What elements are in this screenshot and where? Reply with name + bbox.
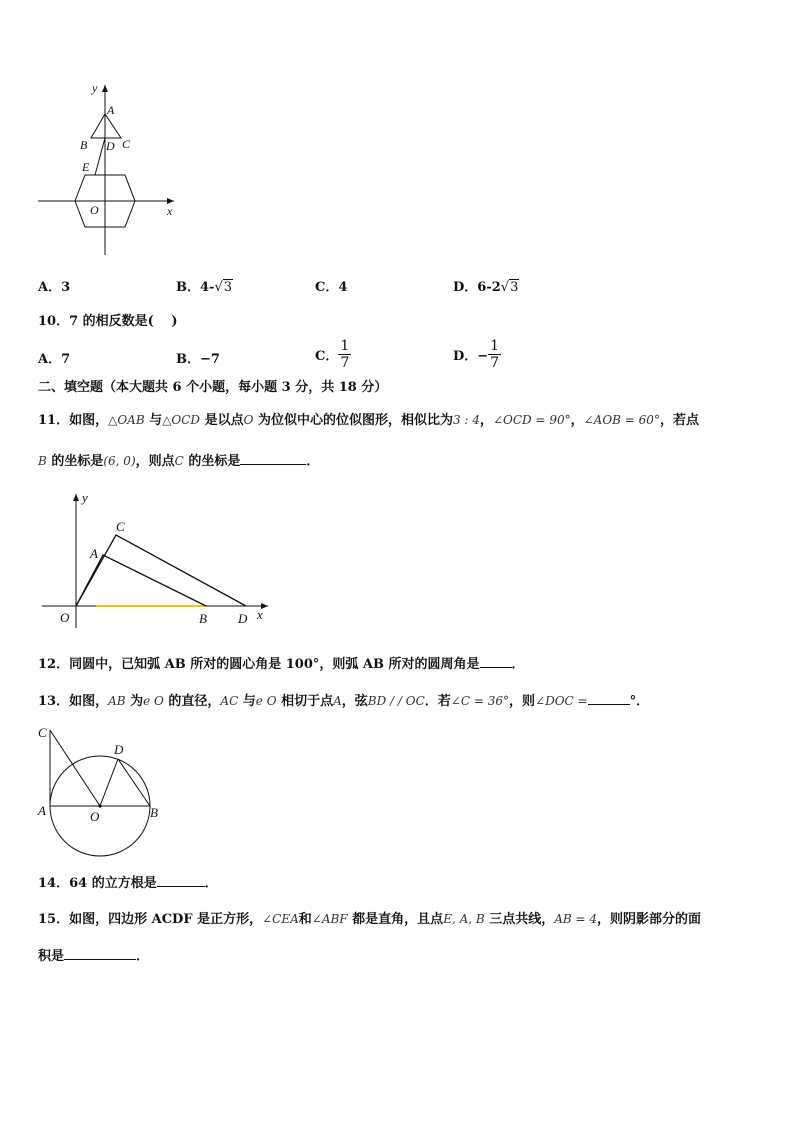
text: ，则点: [135, 454, 175, 469]
label-O: O: [60, 610, 70, 625]
q10-option-b: B．−7: [176, 352, 220, 367]
q10-option-d: [453, 338, 501, 371]
text: ，: [570, 413, 584, 428]
answer-blank: [240, 452, 306, 465]
text: 与: [144, 413, 163, 428]
text: 为位似中心的位似图形，相似比为: [253, 413, 453, 428]
label-A: A: [38, 803, 46, 818]
label-O: O: [90, 809, 100, 824]
text: 三点共线，: [484, 912, 555, 927]
text: 的直径，: [163, 694, 221, 709]
answer-blank: [480, 655, 512, 668]
q13-stem: [38, 692, 649, 711]
text: 的坐标是: [46, 454, 104, 469]
math: ∠OCD = 90°: [492, 413, 571, 427]
q12-stem: [38, 655, 525, 674]
sqrt-symbol: √3: [500, 280, 519, 295]
math: B: [38, 454, 47, 468]
fraction-numerator: 1: [340, 338, 350, 354]
text: ．: [511, 657, 525, 672]
label-A: A: [90, 546, 98, 561]
label-C: C: [38, 725, 47, 740]
fraction: [338, 338, 351, 371]
text: 12．同圆中，已知弧 AB 所对的圆心角是 100°，则弧 AB 所对的圆周角是: [38, 657, 480, 672]
fraction: [488, 338, 501, 371]
q9-option-c: C．4: [315, 280, 348, 295]
math: e O: [143, 694, 164, 708]
text: 的坐标是: [183, 454, 241, 469]
math: △OCD: [162, 413, 201, 427]
fraction-denominator: 7: [490, 355, 500, 371]
q9-option-b-radicand: 3: [223, 280, 233, 295]
text: 与: [238, 694, 256, 709]
text: 是以点: [200, 413, 244, 428]
figure-q13-circle: [36, 722, 166, 862]
math: C: [174, 454, 184, 468]
q9-option-a: A．3: [38, 280, 71, 295]
text: ．若: [424, 694, 451, 709]
label-B: B: [150, 805, 158, 820]
answer-blank: [588, 692, 630, 705]
q15-line-2: [38, 947, 149, 966]
text: 和: [298, 912, 312, 927]
label-C: C: [116, 519, 125, 534]
q15-line-1: [38, 910, 701, 929]
label-E: E: [82, 160, 90, 174]
label-D: D: [238, 611, 248, 626]
math: AB = 4: [554, 912, 598, 926]
label-B: B: [80, 138, 88, 152]
text: ，则: [509, 694, 536, 709]
q9-option-d-radicand: 3: [510, 280, 519, 295]
math: AC: [220, 694, 239, 708]
math: e O: [255, 694, 277, 708]
label-x: x: [167, 204, 173, 218]
q10-option-c: [315, 338, 351, 371]
label-B: B: [199, 611, 207, 626]
label-A: A: [107, 103, 115, 117]
math: 3 : 4: [452, 413, 480, 427]
text: ，: [479, 413, 493, 428]
math: A: [333, 694, 342, 708]
text: ，则阴影部分的面: [597, 912, 702, 927]
math: E, A, B: [443, 912, 485, 926]
text: 为: [125, 694, 144, 709]
sqrt-symbol: √3: [214, 280, 233, 295]
math: ∠AOB = 60°: [583, 413, 660, 427]
q10-stem: 10．7 的相反数是( ): [38, 314, 178, 329]
label-O: O: [90, 203, 99, 217]
text: ．: [306, 454, 320, 469]
q9-option-b-prefix: B．4-: [176, 280, 215, 295]
fraction-numerator: 1: [490, 338, 500, 354]
math: BD / / OC: [367, 694, 425, 708]
q11-line-2: [38, 452, 319, 471]
label-D: D: [114, 742, 124, 757]
figure-q9-hexagon-triangle: [36, 78, 181, 258]
fraction-denominator: 7: [340, 355, 350, 371]
label-y: y: [82, 490, 88, 505]
text: ．: [204, 876, 218, 891]
math: AB: [108, 694, 126, 708]
text: 都是直角，且点: [347, 912, 444, 927]
text: 14．64 的立方根是: [38, 876, 157, 891]
label-x: x: [257, 607, 263, 622]
q10-option-d-prefix: D．−: [453, 349, 489, 364]
text: ，若点: [659, 413, 699, 428]
q10-option-a: A．7: [38, 352, 71, 367]
q9-option-d: [453, 276, 519, 295]
label-C: C: [122, 137, 131, 151]
text: °．: [629, 694, 650, 709]
math: ∠DOC =: [535, 694, 588, 708]
text: 11．如图，: [38, 413, 109, 428]
section-heading-fill-in: 二、填空题（本大题共 6 个小题，每小题 3 分，共 18 分）: [38, 380, 388, 395]
text: 相切于点: [276, 694, 334, 709]
text: ．: [136, 949, 150, 964]
label-y: y: [92, 81, 98, 95]
math: ∠CEA: [262, 912, 299, 926]
text: 15．如图，四边形 ACDF 是正方形，: [38, 912, 263, 927]
q14-stem: [38, 874, 218, 893]
q10-option-c-prefix: C．: [315, 349, 339, 364]
text: ，弦: [341, 694, 368, 709]
label-D: D: [106, 139, 115, 153]
text: 积是: [38, 949, 65, 964]
math: ∠C = 36°: [450, 694, 509, 708]
math: ∠ABF: [311, 912, 348, 926]
q9-option-b: [176, 276, 233, 295]
math: (6, 0): [103, 454, 136, 468]
answer-blank: [64, 947, 136, 960]
math: △OAB: [108, 413, 145, 427]
q9-option-d-prefix: D．6-2: [453, 280, 501, 295]
math: O: [243, 413, 254, 427]
answer-blank: [157, 874, 205, 887]
figure-q11-triangles: [36, 488, 276, 630]
text: 13．如图，: [38, 694, 109, 709]
q11-line-1: [38, 411, 699, 430]
